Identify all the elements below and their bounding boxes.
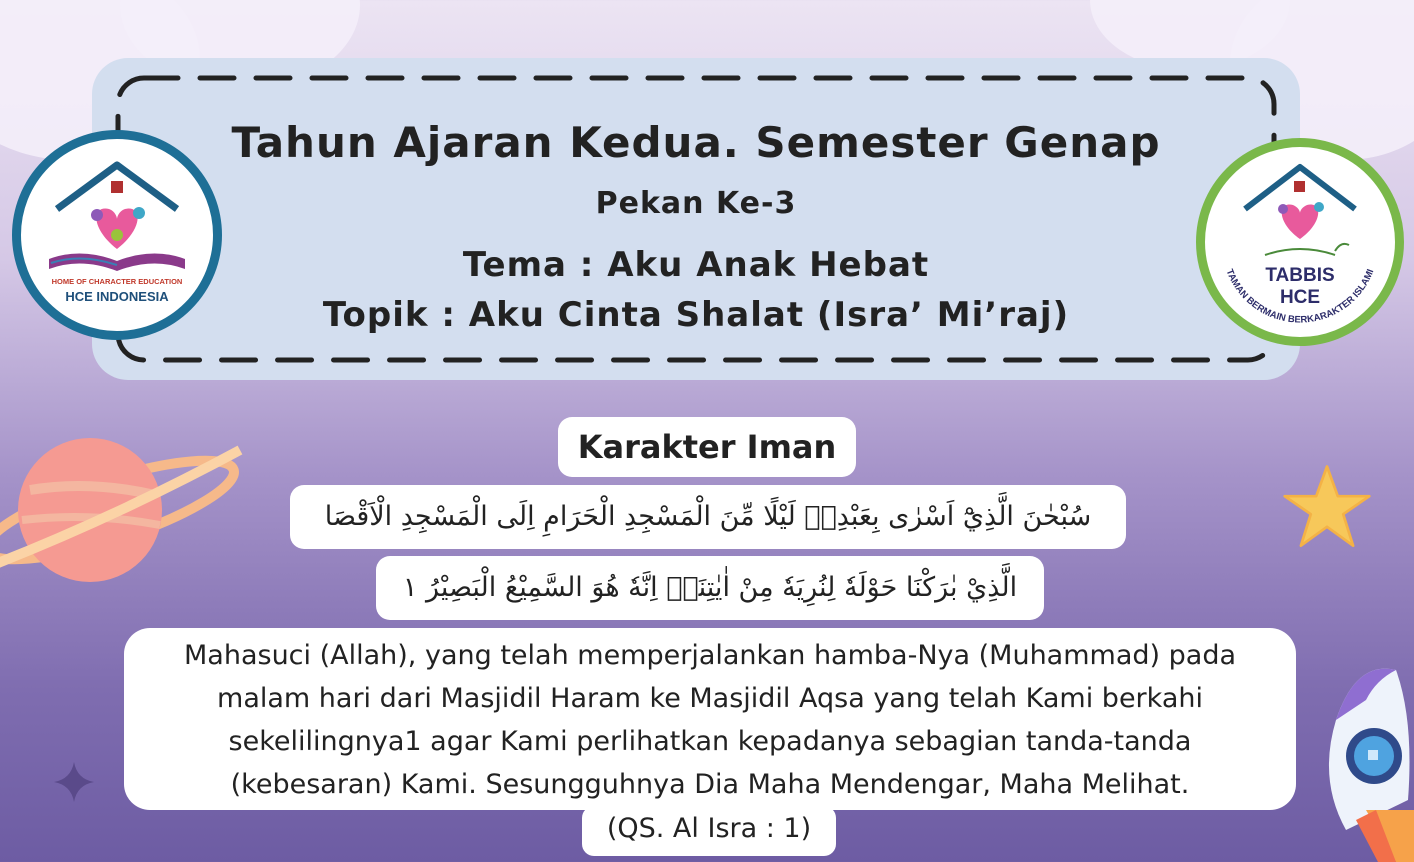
translation-box xyxy=(124,628,1296,810)
theme-title: Tema : Aku Anak Hebat xyxy=(462,245,930,285)
arabic-verse-line-1: سُبْحٰنَ الَّذِيْٓ اَسْرٰى بِعَبْدِهٖ لَيْلًا مِّنَ الْمَسْجِدِ الْحَرَامِ اِلَى الْمَسْجِدِ الْاَقْصَا xyxy=(290,485,1126,549)
star-icon xyxy=(1282,462,1372,552)
arabic-verse-line-2: الَّذِيْ بٰرَكْنَا حَوْلَهٗ لِنُرِيَهٗ مِنْ اٰيٰتِنَاۗ اِنَّهٗ هُوَ السَّمِيْعُ الْبَصِيْرُ ١ xyxy=(376,556,1044,620)
hce-indonesia-logo xyxy=(12,130,222,340)
title-card xyxy=(92,58,1300,380)
translation-line: malam hari dari Masjidil Haram ke Masjidil Aqsa yang telah Kami berkahi xyxy=(217,683,1203,714)
logo-caption-small: HOME OF CHARACTER EDUCATION xyxy=(51,277,183,286)
karakter-label: Karakter Iman xyxy=(558,417,856,477)
svg-text:TAMAN BERMAIN BERKARAKTER ISLA: TAMAN BERMAIN BERKARAKTER ISLAMI xyxy=(1223,267,1377,326)
topic-title: Topik : Aku Cinta Shalat (Isra’ Mi’raj) xyxy=(322,295,1070,335)
school-year-title: Tahun Ajaran Kedua. Semester Genap xyxy=(231,118,1161,167)
translation-line: sekelilingnya1 agar Kami perlihatkan kepadanya sebagian tanda-tanda xyxy=(228,726,1192,757)
logo-name-line2: HCE xyxy=(1279,287,1321,308)
rocket-icon xyxy=(1296,660,1414,862)
tabbis-hce-logo xyxy=(1196,138,1404,346)
translation-line: (kebesaran) Kami. Sesungguhnya Dia Maha Mendengar, Maha Melihat. xyxy=(230,769,1190,800)
translation-line: Mahasuci (Allah), yang telah memperjalankan hamba-Nya (Muhammad) pada xyxy=(184,640,1236,671)
planet-icon xyxy=(0,420,260,590)
logo-arc-text xyxy=(1205,147,1395,337)
sparkle-icon xyxy=(52,760,96,804)
logo-caption-big: HCE INDONESIA xyxy=(65,289,169,304)
verse-reference: (QS. Al Isra : 1) xyxy=(582,806,836,856)
logo-name-line1: TABBIS xyxy=(1265,265,1335,286)
week-title: Pekan Ke-3 xyxy=(595,186,797,221)
